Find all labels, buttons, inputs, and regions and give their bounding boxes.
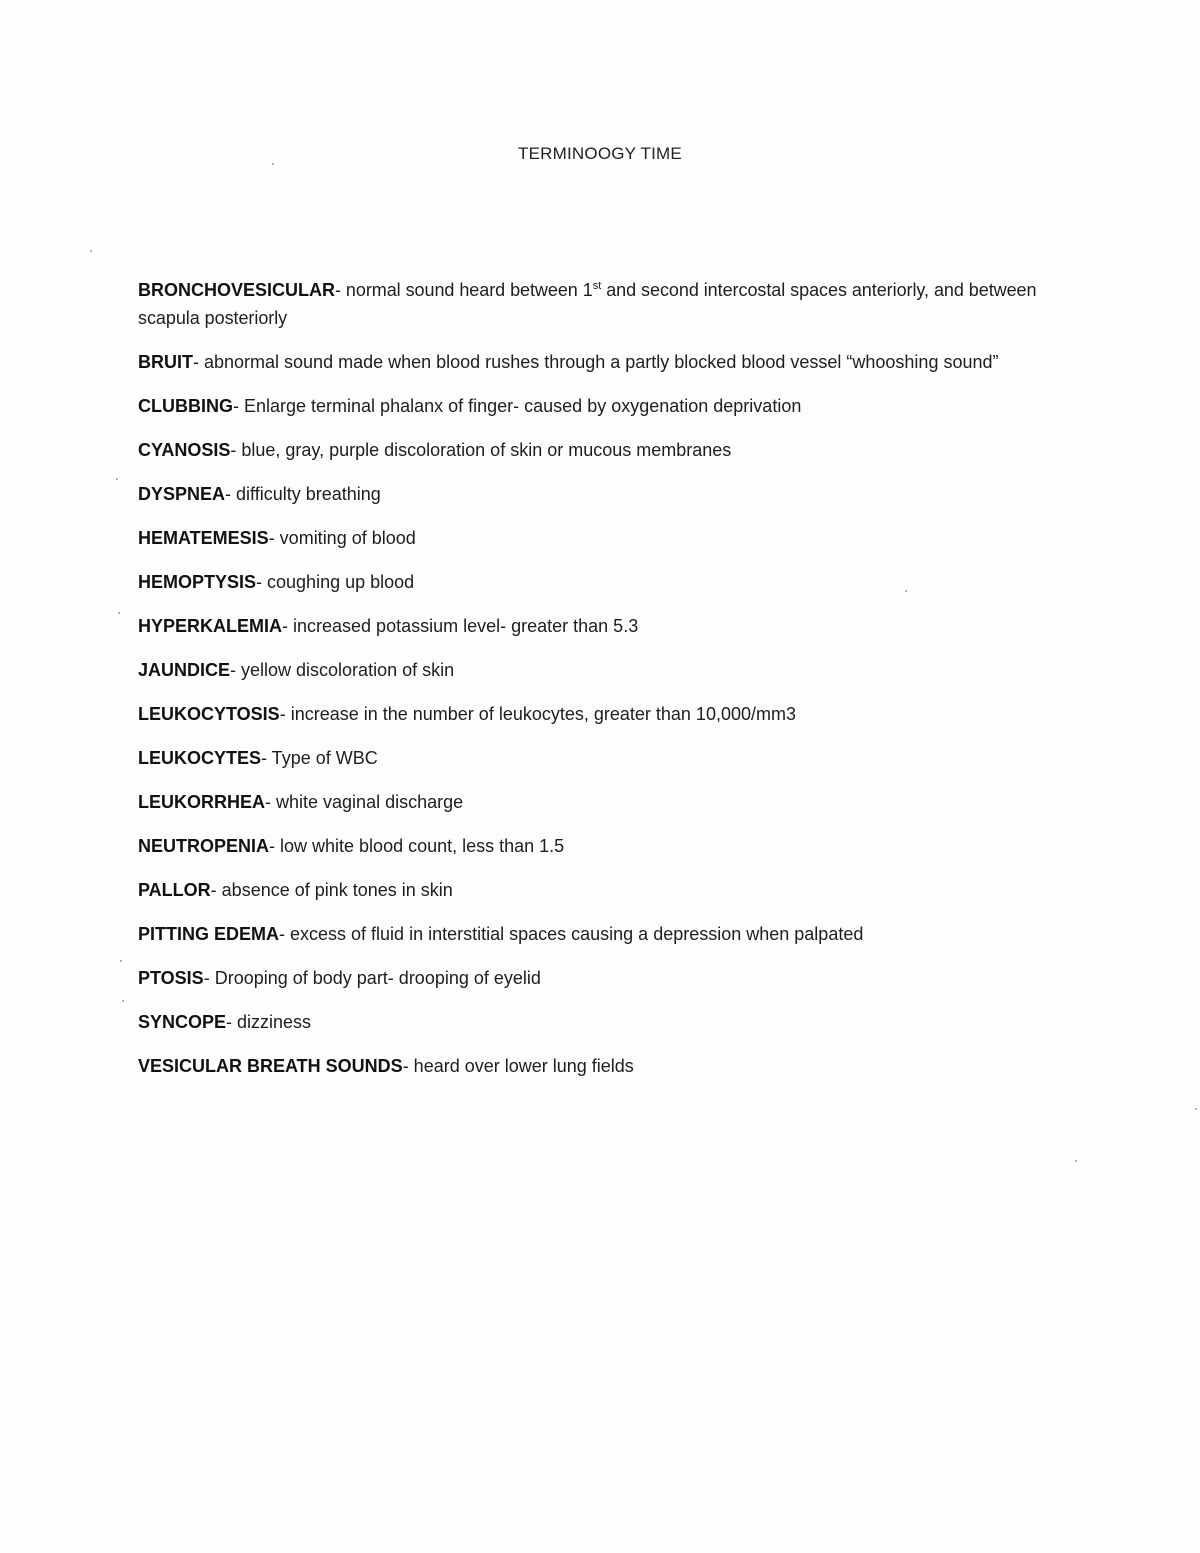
term-definition: - normal sound heard between 1 xyxy=(335,280,593,300)
term-definition: - Type of WBC xyxy=(261,748,378,768)
list-item xyxy=(138,1052,1038,1080)
term-word: BRONCHOVESICULAR xyxy=(138,280,336,300)
term-definition: - yellow discoloration of skin xyxy=(230,660,455,680)
scan-speck xyxy=(90,250,92,252)
term-word: VESICULAR BREATH SOUNDS xyxy=(138,1056,403,1076)
term-definition: - difficulty breathing xyxy=(225,484,381,504)
scan-speck xyxy=(122,1000,124,1002)
term-word: HEMOPTYSIS xyxy=(138,572,257,592)
list-item xyxy=(138,348,1038,376)
term-word: LEUKORRHEA xyxy=(138,792,266,812)
term-definition: - abnormal sound made when blood rushes through a partly blocked blood vessel “whooshing sound” xyxy=(193,352,999,372)
scan-speck xyxy=(1195,1108,1197,1110)
list-item xyxy=(138,524,1038,552)
list-item xyxy=(138,480,1038,508)
scan-speck xyxy=(905,590,907,592)
term-definition: - excess of fluid in interstitial spaces causing a depression when palpated xyxy=(279,924,864,944)
scan-speck xyxy=(272,163,274,165)
term-definition: and second intercostal spaces anteriorly, and between scapula posteriorly xyxy=(138,280,1037,328)
list-item xyxy=(138,392,1038,420)
list-item xyxy=(138,876,1038,904)
term-word: PTOSIS xyxy=(138,968,204,988)
term-word: CYANOSIS xyxy=(138,440,231,460)
page-title: TERMINOOGY TIME xyxy=(518,144,682,163)
list-item xyxy=(138,744,1038,772)
term-word: LEUKOCYTOSIS xyxy=(138,704,280,724)
term-definition: - white vaginal discharge xyxy=(265,792,464,812)
terminology-list xyxy=(138,276,1038,1096)
ordinal-suffix: st xyxy=(592,280,602,292)
list-item xyxy=(138,964,1038,992)
scan-speck xyxy=(1075,1160,1077,1162)
scan-speck xyxy=(120,960,122,962)
term-definition: - blue, gray, purple discoloration of skin or mucous membranes xyxy=(230,440,732,460)
term-definition: - Enlarge terminal phalanx of finger- caused by oxygenation deprivation xyxy=(233,396,802,416)
term-definition: - Drooping of body part- drooping of eyelid xyxy=(203,968,541,988)
term-definition: - vomiting of blood xyxy=(268,528,416,548)
scan-speck xyxy=(118,612,120,614)
term-definition: - dizziness xyxy=(226,1012,312,1032)
list-item xyxy=(138,612,1038,640)
list-item xyxy=(138,832,1038,860)
list-item xyxy=(138,656,1038,684)
list-item xyxy=(138,788,1038,816)
list-item xyxy=(138,700,1038,728)
list-item xyxy=(138,1008,1038,1036)
term-word: HEMATEMESIS xyxy=(138,528,269,548)
term-definition: - increase in the number of leukocytes, greater than 10,000/mm3 xyxy=(279,704,796,724)
term-word: DYSPNEA xyxy=(138,484,226,504)
term-word: NEUTROPENIA xyxy=(138,836,270,856)
term-word: JAUNDICE xyxy=(138,660,231,680)
term-word: PALLOR xyxy=(138,880,211,900)
term-word: SYNCOPE xyxy=(138,1012,227,1032)
term-word: BRUIT xyxy=(138,352,193,372)
list-item xyxy=(138,568,1038,596)
term-definition: - increased potassium level- greater than 5.3 xyxy=(282,616,639,636)
term-definition: - low white blood count, less than 1.5 xyxy=(269,836,565,856)
term-word: PITTING EDEMA xyxy=(138,924,280,944)
list-item xyxy=(138,436,1038,464)
term-word: HYPERKALEMIA xyxy=(138,616,283,636)
term-definition: - heard over lower lung fields xyxy=(402,1056,634,1076)
list-item xyxy=(138,920,1038,948)
term-word: CLUBBING xyxy=(138,396,233,416)
list-item xyxy=(138,276,1038,332)
term-word: LEUKOCYTES xyxy=(138,748,262,768)
scan-speck xyxy=(116,478,118,480)
term-definition: - coughing up blood xyxy=(256,572,415,592)
term-definition: - absence of pink tones in skin xyxy=(210,880,453,900)
